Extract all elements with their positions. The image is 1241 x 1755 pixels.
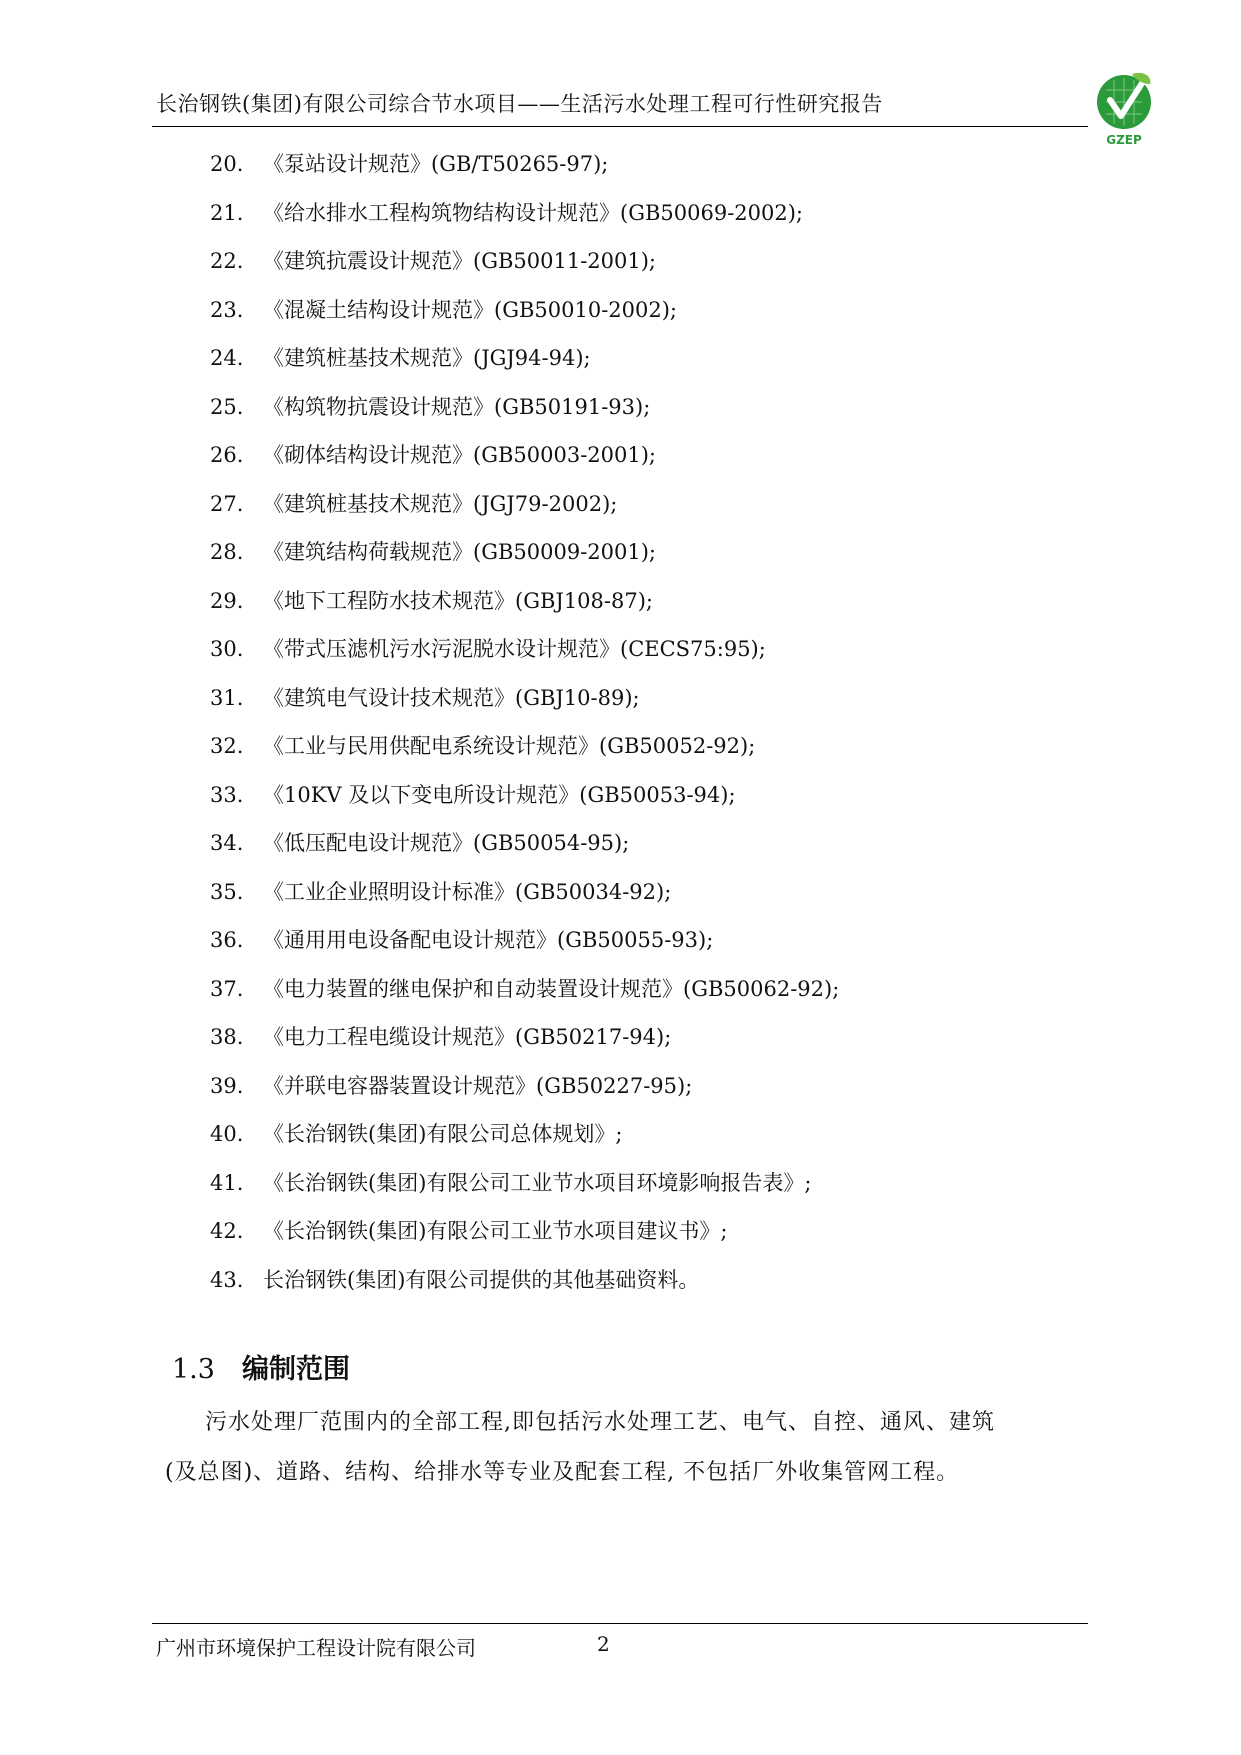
list-item-text: 《给水排水工程构筑物结构设计规范》(GB50069-2002); (263, 200, 804, 225)
footer-company: 广州市环境保护工程设计院有限公司 (156, 1636, 476, 1660)
list-item-text: 《长治钢铁(集团)有限公司总体规划》; (263, 1122, 623, 1146)
list-item-text: 《泵站设计规范》(GB/T50265-97); (263, 152, 609, 176)
list-item-number: 26. (210, 443, 244, 467)
list-item-number: 21. (210, 200, 244, 225)
page-number: 2 (597, 1632, 610, 1656)
section-title: 编制范围 (242, 1354, 350, 1385)
list-item-number: 32. (210, 734, 244, 758)
list-item-text: 《混凝土结构设计规范》(GB50010-2002); (263, 297, 678, 322)
list-item-number: 23. (210, 297, 244, 322)
list-item-text: 《并联电容器装置设计规范》(GB50227-95); (263, 1073, 693, 1098)
section-paragraph-line-2: (及总图)、道路、结构、给排水等专业及配套工程, 不包括厂外收集管网工程。 (165, 1460, 960, 1485)
list-item-number: 39. (210, 1073, 244, 1098)
list-item-text: 《通用用电设备配电设计规范》(GB50055-93); (263, 928, 714, 952)
list-item-number: 30. (210, 637, 244, 661)
list-item-number: 36. (210, 928, 244, 952)
page-header-title: 长治钢铁(集团)有限公司综合节水项目——生活污水处理工程可行性研究报告 (156, 92, 883, 116)
list-item-text: 《建筑桩基技术规范》(JGJ94-94); (263, 346, 591, 370)
footer-divider (152, 1623, 1088, 1624)
list-item-number: 41. (210, 1170, 244, 1195)
section-number: 1.3 (172, 1354, 215, 1385)
list-item-number: 43. (210, 1267, 244, 1292)
section-paragraph-line-1: 污水处理厂范围内的全部工程,即包括污水处理工艺、电气、自控、通风、建筑 (205, 1410, 995, 1435)
list-item-number: 22. (210, 249, 244, 273)
list-item-text: 《低压配电设计规范》(GB50054-95); (263, 831, 630, 855)
list-item-number: 38. (210, 1025, 244, 1049)
list-item-text: 《砌体结构设计规范》(GB50003-2001); (263, 443, 657, 467)
list-item-text: 《构筑物抗震设计规范》(GB50191-93); (263, 394, 651, 419)
logo-text: GZEP (1106, 133, 1142, 147)
list-item-number: 34. (210, 831, 244, 855)
list-item-number: 25. (210, 394, 244, 419)
list-item-number: 27. (210, 491, 244, 516)
list-item-text: 《建筑抗震设计规范》(GB50011-2001); (263, 249, 657, 273)
list-item-text: 《电力装置的继电保护和自动装置设计规范》(GB50062-92); (263, 976, 840, 1001)
list-item-text: 《建筑电气设计技术规范》(GBJ10-89); (263, 685, 640, 710)
list-item-number: 35. (210, 879, 244, 904)
list-item-text: 《电力工程电缆设计规范》(GB50217-94); (263, 1025, 672, 1049)
list-item-text: 《建筑桩基技术规范》(JGJ79-2002); (263, 491, 618, 516)
section-heading (172, 1347, 350, 1386)
list-item-number: 20. (210, 152, 244, 176)
list-item-text: 《地下工程防水技术规范》(GBJ108-87); (263, 588, 653, 613)
list-item-text: 《工业与民用供配电系统设计规范》(GB50052-92); (263, 734, 756, 758)
list-item-number: 40. (210, 1122, 244, 1146)
header-divider (152, 126, 1088, 127)
list-item-text: 《10KV 及以下变电所设计规范》(GB50053-94); (263, 782, 736, 807)
list-item-text: 《长治钢铁(集团)有限公司工业节水项目环境影响报告表》; (263, 1170, 812, 1195)
list-item-text: 《长治钢铁(集团)有限公司工业节水项目建议书》; (263, 1219, 728, 1243)
list-item-text: 《工业企业照明设计标准》(GB50034-92); (263, 879, 672, 904)
list-item-text: 《带式压滤机污水污泥脱水设计规范》(CECS75:95); (263, 637, 766, 661)
list-item-text: 《建筑结构荷载规范》(GB50009-2001); (263, 540, 657, 564)
list-item-number: 31. (210, 685, 244, 710)
list-item-number: 29. (210, 588, 244, 613)
list-item-number: 37. (210, 976, 244, 1001)
gzep-logo (1092, 70, 1156, 148)
list-item-text: 长治钢铁(集团)有限公司提供的其他基础资料。 (263, 1267, 700, 1292)
list-item-number: 28. (210, 540, 244, 564)
list-item-number: 42. (210, 1219, 244, 1243)
list-item-number: 24. (210, 346, 244, 370)
list-item-number: 33. (210, 782, 244, 807)
